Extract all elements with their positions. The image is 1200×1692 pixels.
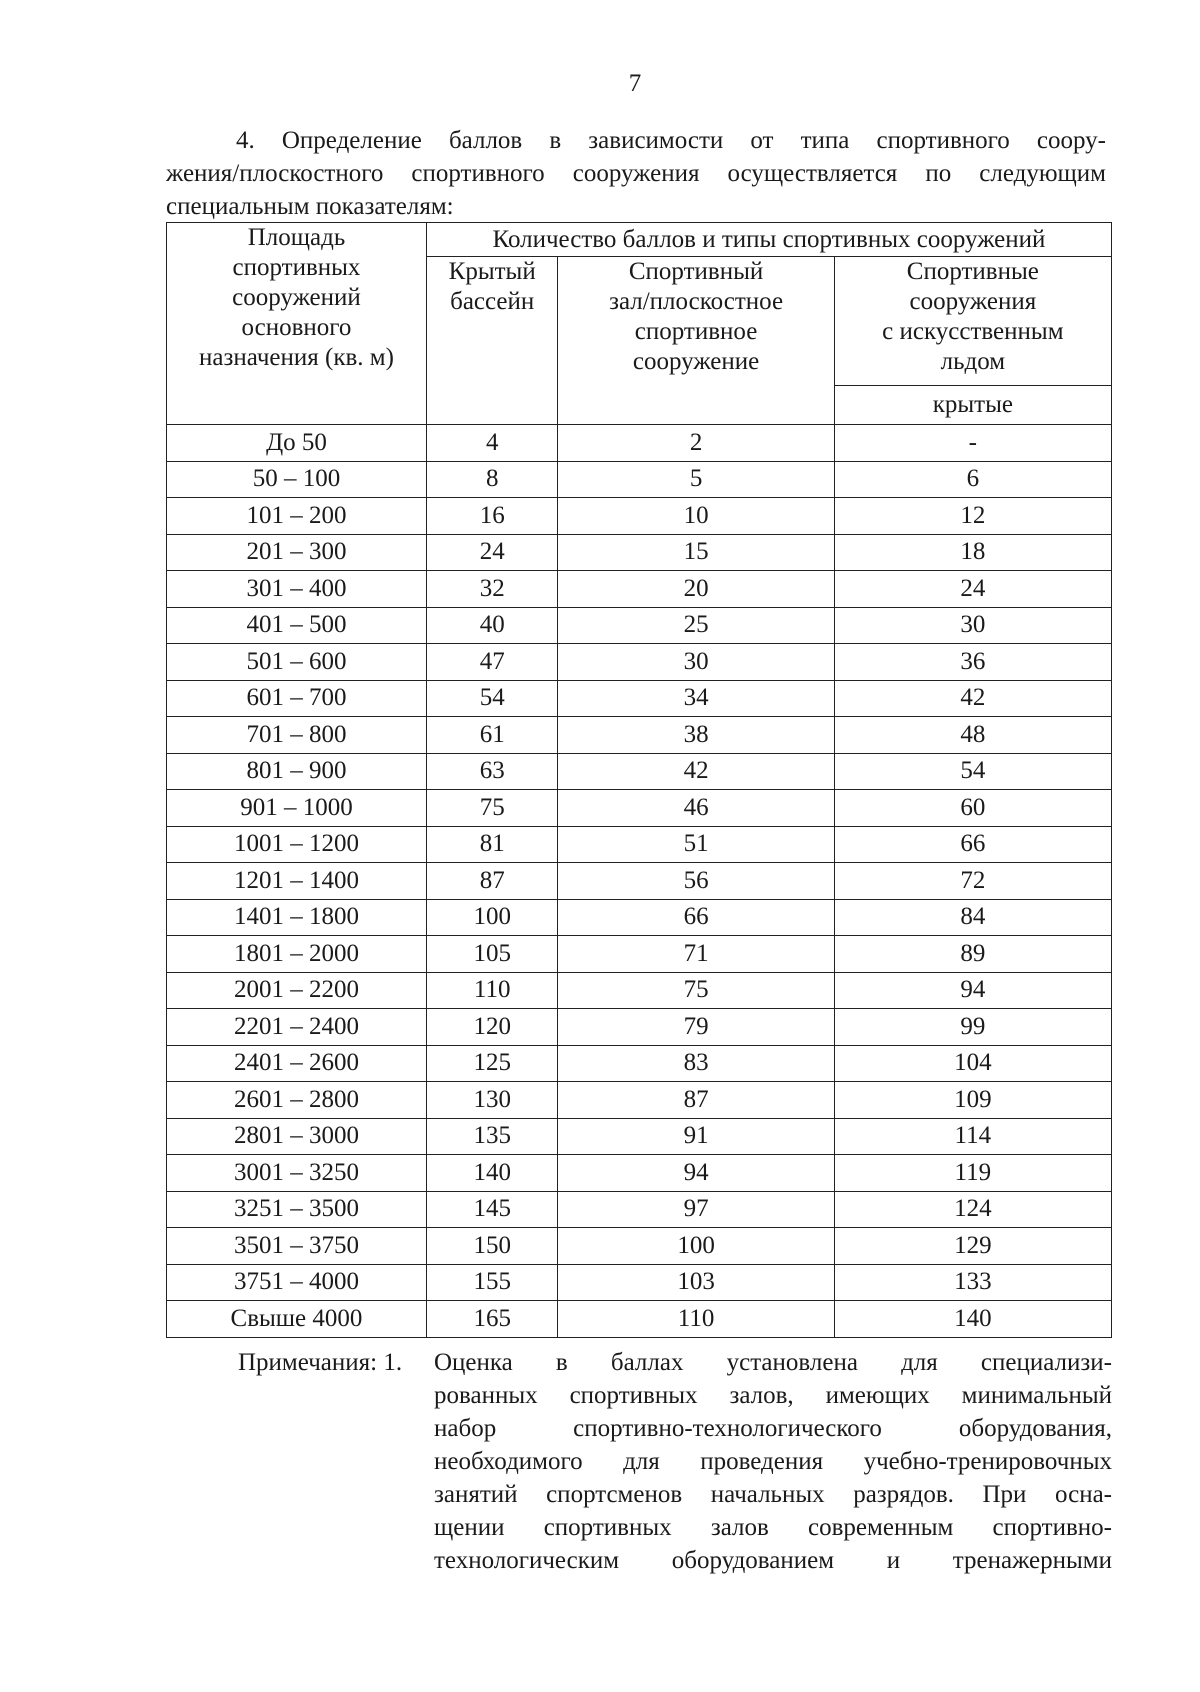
cell-pool: 120 bbox=[426, 1009, 558, 1046]
table-row bbox=[167, 1009, 1112, 1046]
cell-ice: 18 bbox=[834, 534, 1111, 571]
table-row bbox=[167, 936, 1112, 973]
cell-pool: 100 bbox=[426, 899, 558, 936]
header-ice-line: льдом bbox=[940, 348, 1006, 375]
cell-pool: 135 bbox=[426, 1118, 558, 1155]
cell-pool: 150 bbox=[426, 1228, 558, 1265]
cell-hall: 103 bbox=[558, 1264, 834, 1301]
header-hall-line: спортивное bbox=[634, 318, 758, 345]
table-row bbox=[167, 1045, 1112, 1082]
cell-hall: 46 bbox=[558, 790, 834, 827]
cell-hall: 25 bbox=[558, 607, 834, 644]
cell-pool: 8 bbox=[426, 461, 558, 498]
header-hall-line: сооружение bbox=[632, 348, 760, 375]
cell-ice: 84 bbox=[834, 899, 1111, 936]
header-hall-line: Спортивный bbox=[628, 258, 764, 285]
notes-line: занятий спортсменов начальных разрядов. При осна- bbox=[434, 1481, 1112, 1508]
cell-hall: 100 bbox=[558, 1228, 834, 1265]
cell-pool: 165 bbox=[426, 1301, 558, 1338]
intro-paragraph bbox=[166, 124, 1106, 223]
header-ice bbox=[834, 257, 1111, 386]
table-row bbox=[167, 717, 1112, 754]
cell-ice: 48 bbox=[834, 717, 1111, 754]
cell-area: До 50 bbox=[167, 425, 427, 462]
header-group: Количество баллов и типы спортивных сооружений bbox=[426, 223, 1111, 257]
cell-area: 3251 – 3500 bbox=[167, 1191, 427, 1228]
header-area-line: спортивных bbox=[232, 254, 361, 281]
cell-hall: 30 bbox=[558, 644, 834, 681]
cell-ice: 129 bbox=[834, 1228, 1111, 1265]
cell-area: 1801 – 2000 bbox=[167, 936, 427, 973]
table-row bbox=[167, 972, 1112, 1009]
page-number: 7 bbox=[628, 70, 642, 97]
cell-pool: 75 bbox=[426, 790, 558, 827]
table-row bbox=[167, 1118, 1112, 1155]
header-ice-line: сооружения bbox=[909, 288, 1037, 315]
header-covered: крытые bbox=[834, 386, 1111, 425]
cell-area: 50 – 100 bbox=[167, 461, 427, 498]
cell-hall: 66 bbox=[558, 899, 834, 936]
cell-hall: 15 bbox=[558, 534, 834, 571]
cell-pool: 125 bbox=[426, 1045, 558, 1082]
cell-hall: 110 bbox=[558, 1301, 834, 1338]
cell-ice: 124 bbox=[834, 1191, 1111, 1228]
notes-line: необходимого для проведения учебно-тренировочных bbox=[434, 1448, 1112, 1475]
table-body bbox=[167, 425, 1112, 1338]
table-row bbox=[167, 571, 1112, 608]
table-row bbox=[167, 425, 1112, 462]
cell-area: Свыше 4000 bbox=[167, 1301, 427, 1338]
header-pool bbox=[426, 257, 558, 425]
notes-line: щении спортивных залов современным спортивно- bbox=[434, 1514, 1112, 1541]
table-row bbox=[167, 1264, 1112, 1301]
cell-area: 201 – 300 bbox=[167, 534, 427, 571]
table-row bbox=[167, 1155, 1112, 1192]
cell-hall: 75 bbox=[558, 972, 834, 1009]
cell-hall: 51 bbox=[558, 826, 834, 863]
cell-area: 2801 – 3000 bbox=[167, 1118, 427, 1155]
cell-area: 2201 – 2400 bbox=[167, 1009, 427, 1046]
cell-hall: 38 bbox=[558, 717, 834, 754]
cell-ice: 54 bbox=[834, 753, 1111, 790]
cell-pool: 47 bbox=[426, 644, 558, 681]
notes-line: Оценка в баллах установлена для специализи- bbox=[434, 1349, 1112, 1376]
header-pool-line: бассейн bbox=[450, 288, 535, 315]
table-row bbox=[167, 534, 1112, 571]
table-row bbox=[167, 1301, 1112, 1338]
cell-area: 701 – 800 bbox=[167, 717, 427, 754]
cell-hall: 97 bbox=[558, 1191, 834, 1228]
header-pool-line: Крытый bbox=[448, 258, 536, 285]
notes-body bbox=[434, 1346, 1112, 1577]
cell-area: 501 – 600 bbox=[167, 644, 427, 681]
notes-line: технологическим оборудованием и тренажерными bbox=[434, 1547, 1112, 1574]
cell-ice: 30 bbox=[834, 607, 1111, 644]
cell-ice: 119 bbox=[834, 1155, 1111, 1192]
cell-ice: 66 bbox=[834, 826, 1111, 863]
notes-line: набор спортивно-технологического оборудования, bbox=[434, 1415, 1112, 1442]
cell-ice: 24 bbox=[834, 571, 1111, 608]
notes-line: рованных спортивных залов, имеющих минимальный bbox=[434, 1382, 1112, 1409]
header-ice-line: с искусственным bbox=[882, 318, 1064, 345]
header-hall-line: зал/плоскостное bbox=[609, 288, 784, 315]
cell-ice: 133 bbox=[834, 1264, 1111, 1301]
cell-pool: 155 bbox=[426, 1264, 558, 1301]
header-area bbox=[167, 223, 427, 425]
table-row bbox=[167, 790, 1112, 827]
intro-line-3: специальным показателям: bbox=[166, 193, 454, 220]
cell-pool: 61 bbox=[426, 717, 558, 754]
header-ice-line: Спортивные bbox=[906, 258, 1039, 285]
header-hall bbox=[558, 257, 834, 425]
cell-area: 601 – 700 bbox=[167, 680, 427, 717]
cell-pool: 32 bbox=[426, 571, 558, 608]
cell-pool: 145 bbox=[426, 1191, 558, 1228]
cell-hall: 42 bbox=[558, 753, 834, 790]
cell-pool: 140 bbox=[426, 1155, 558, 1192]
cell-hall: 83 bbox=[558, 1045, 834, 1082]
cell-area: 2401 – 2600 bbox=[167, 1045, 427, 1082]
cell-hall: 91 bbox=[558, 1118, 834, 1155]
cell-hall: 20 bbox=[558, 571, 834, 608]
cell-area: 401 – 500 bbox=[167, 607, 427, 644]
intro-line-1: 4. Определение баллов в зависимости от типа спортивного соору- bbox=[236, 127, 1106, 154]
table-row bbox=[167, 644, 1112, 681]
header-area-line: сооружений bbox=[232, 284, 361, 311]
cell-area: 3001 – 3250 bbox=[167, 1155, 427, 1192]
cell-area: 301 – 400 bbox=[167, 571, 427, 608]
cell-ice: 104 bbox=[834, 1045, 1111, 1082]
table-row bbox=[167, 461, 1112, 498]
cell-hall: 10 bbox=[558, 498, 834, 535]
cell-hall: 94 bbox=[558, 1155, 834, 1192]
cell-ice: 42 bbox=[834, 680, 1111, 717]
table-row bbox=[167, 899, 1112, 936]
cell-pool: 87 bbox=[426, 863, 558, 900]
cell-area: 1201 – 1400 bbox=[167, 863, 427, 900]
cell-ice: 140 bbox=[834, 1301, 1111, 1338]
cell-hall: 79 bbox=[558, 1009, 834, 1046]
table-row bbox=[167, 498, 1112, 535]
table-row bbox=[167, 863, 1112, 900]
table-row bbox=[167, 753, 1112, 790]
cell-area: 2601 – 2800 bbox=[167, 1082, 427, 1119]
cell-area: 901 – 1000 bbox=[167, 790, 427, 827]
header-area-line: основного bbox=[241, 314, 352, 341]
cell-hall: 34 bbox=[558, 680, 834, 717]
cell-hall: 87 bbox=[558, 1082, 834, 1119]
table-row bbox=[167, 826, 1112, 863]
cell-pool: 110 bbox=[426, 972, 558, 1009]
cell-area: 1001 – 1200 bbox=[167, 826, 427, 863]
header-area-line: Площадь bbox=[247, 224, 346, 251]
cell-area: 1401 – 1800 bbox=[167, 899, 427, 936]
cell-area: 801 – 900 bbox=[167, 753, 427, 790]
cell-pool: 63 bbox=[426, 753, 558, 790]
cell-pool: 40 bbox=[426, 607, 558, 644]
cell-ice: 12 bbox=[834, 498, 1111, 535]
cell-ice: 89 bbox=[834, 936, 1111, 973]
cell-ice: 94 bbox=[834, 972, 1111, 1009]
cell-area: 101 – 200 bbox=[167, 498, 427, 535]
cell-area: 3751 – 4000 bbox=[167, 1264, 427, 1301]
cell-ice: 114 bbox=[834, 1118, 1111, 1155]
cell-hall: 56 bbox=[558, 863, 834, 900]
cell-area: 2001 – 2200 bbox=[167, 972, 427, 1009]
intro-line-2: жения/плоскостного спортивного сооружения осуществляется по следующим bbox=[166, 160, 1106, 187]
header-area-line: назначения (кв. м) bbox=[199, 344, 394, 371]
table-row bbox=[167, 1228, 1112, 1265]
table-row bbox=[167, 607, 1112, 644]
cell-ice: 109 bbox=[834, 1082, 1111, 1119]
notes-label: Примечания: 1. bbox=[238, 1349, 403, 1376]
cell-area: 3501 – 3750 bbox=[167, 1228, 427, 1265]
cell-pool: 54 bbox=[426, 680, 558, 717]
cell-pool: 4 bbox=[426, 425, 558, 462]
cell-pool: 81 bbox=[426, 826, 558, 863]
cell-pool: 130 bbox=[426, 1082, 558, 1119]
scores-table bbox=[166, 222, 1112, 1338]
cell-hall: 5 bbox=[558, 461, 834, 498]
cell-ice: 72 bbox=[834, 863, 1111, 900]
cell-ice: - bbox=[834, 425, 1111, 462]
cell-ice: 60 bbox=[834, 790, 1111, 827]
cell-ice: 6 bbox=[834, 461, 1111, 498]
table-row bbox=[167, 1191, 1112, 1228]
cell-ice: 99 bbox=[834, 1009, 1111, 1046]
cell-pool: 105 bbox=[426, 936, 558, 973]
cell-ice: 36 bbox=[834, 644, 1111, 681]
cell-pool: 24 bbox=[426, 534, 558, 571]
cell-hall: 2 bbox=[558, 425, 834, 462]
cell-hall: 71 bbox=[558, 936, 834, 973]
cell-pool: 16 bbox=[426, 498, 558, 535]
table-row bbox=[167, 680, 1112, 717]
table-row bbox=[167, 1082, 1112, 1119]
